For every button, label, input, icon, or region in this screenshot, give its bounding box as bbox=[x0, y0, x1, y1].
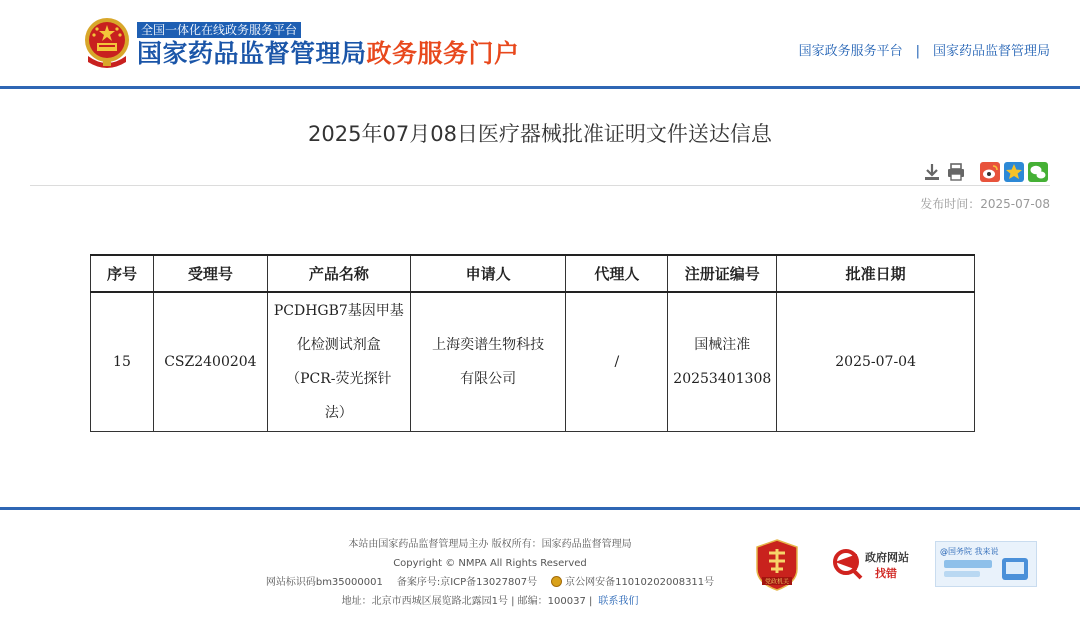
table-header-row bbox=[91, 255, 975, 292]
cell-acceptance-no: CSZ2400204 bbox=[153, 292, 267, 431]
police-record[interactable] bbox=[551, 577, 714, 588]
title-divider bbox=[30, 185, 1050, 186]
weibo-share-icon[interactable] bbox=[980, 161, 1000, 183]
article-title: 2025年07月08日医疗器械批准证明文件送达信息 bbox=[308, 122, 772, 146]
site-title-accent: 政务服务门户 bbox=[366, 39, 520, 68]
gov-website-error-report-badge[interactable] bbox=[831, 544, 915, 584]
approval-documents-table bbox=[90, 254, 975, 432]
link-national-gov-service-platform[interactable]: 国家政务服务平台 bbox=[798, 44, 903, 59]
cert-no-line: 国械注准 bbox=[694, 336, 751, 353]
product-name-line: PCDHGB7基因甲基 bbox=[273, 302, 404, 319]
cert-no-line: 20253401308 bbox=[673, 370, 772, 387]
cell-cert-no bbox=[668, 292, 777, 431]
address-text: 地址：北京市西城区展览路北露园1号 | 邮编：100037 | bbox=[341, 596, 593, 607]
state-council-feedback-badge[interactable] bbox=[935, 541, 1037, 587]
cell-seq: 15 bbox=[91, 292, 154, 431]
wechat-share-icon[interactable] bbox=[1028, 161, 1048, 183]
footer-sponsor: 本站由国家药品监督管理局主办 版权所有：国家药品监督管理局 bbox=[348, 539, 632, 550]
police-record-text: 京公网安备11010202008311号 bbox=[565, 577, 715, 588]
link-separator: | bbox=[915, 44, 920, 59]
site-id: 网站标识码bm35000001 bbox=[265, 577, 383, 588]
cell-approval-date: 2025-07-04 bbox=[777, 292, 975, 431]
site-title[interactable] bbox=[137, 38, 520, 70]
icp-record[interactable]: 备案序号:京ICP备13027807号 bbox=[396, 577, 538, 588]
col-acceptance-no: 受理号 bbox=[153, 255, 267, 292]
top-links bbox=[799, 40, 1050, 59]
col-agent: 代理人 bbox=[566, 255, 668, 292]
product-name-line: 化检测试剂盒 bbox=[296, 336, 381, 353]
col-cert-no: 注册证编号 bbox=[668, 255, 777, 292]
platform-tag: 全国一体化在线政务服务平台 bbox=[137, 22, 301, 38]
download-icon[interactable] bbox=[922, 161, 942, 183]
link-nmpa[interactable]: 国家药品监督管理局 bbox=[932, 44, 1050, 59]
jiucuo-label-top: 政府网站 bbox=[865, 551, 909, 564]
footer-registration bbox=[200, 573, 780, 592]
site-title-main: 国家药品监督管理局 bbox=[137, 39, 367, 68]
gwy-label: @国务院 我来说 bbox=[940, 547, 999, 556]
party-badge-label: 党政机关 bbox=[764, 578, 790, 586]
national-emblem-logo bbox=[82, 16, 132, 70]
state-council-badge-art bbox=[936, 542, 1036, 586]
footer-info bbox=[200, 535, 780, 611]
jiucuo-label-bottom: 找错 bbox=[875, 567, 897, 580]
header-divider bbox=[0, 86, 1080, 89]
site-header bbox=[0, 0, 1080, 88]
cell-agent: / bbox=[566, 292, 668, 431]
qzone-share-icon[interactable] bbox=[1004, 161, 1024, 183]
police-badge-icon bbox=[551, 576, 562, 587]
publish-date: 发布时间：2025-07-08 bbox=[920, 197, 1050, 211]
footer-divider bbox=[0, 507, 1080, 510]
cell-applicant bbox=[410, 292, 566, 431]
product-name-line: （PCR-荧光探针 bbox=[286, 370, 392, 387]
col-product-name: 产品名称 bbox=[267, 255, 410, 292]
product-name-line: 法） bbox=[324, 404, 353, 421]
applicant-line: 有限公司 bbox=[460, 370, 517, 387]
col-approval-date: 批准日期 bbox=[777, 255, 975, 292]
print-icon[interactable] bbox=[946, 161, 966, 183]
applicant-line: 上海奕谱生物科技 bbox=[432, 336, 545, 353]
col-seq: 序号 bbox=[91, 255, 154, 292]
footer-copyright: Copyright © NMPA All Rights Reserved bbox=[393, 558, 587, 569]
col-applicant: 申请人 bbox=[410, 255, 566, 292]
footer-address bbox=[200, 592, 780, 611]
table-row bbox=[91, 292, 975, 431]
contact-us-link[interactable]: 联系我们 bbox=[598, 596, 639, 607]
cell-product-name bbox=[267, 292, 410, 431]
party-government-badge[interactable] bbox=[755, 539, 799, 591]
